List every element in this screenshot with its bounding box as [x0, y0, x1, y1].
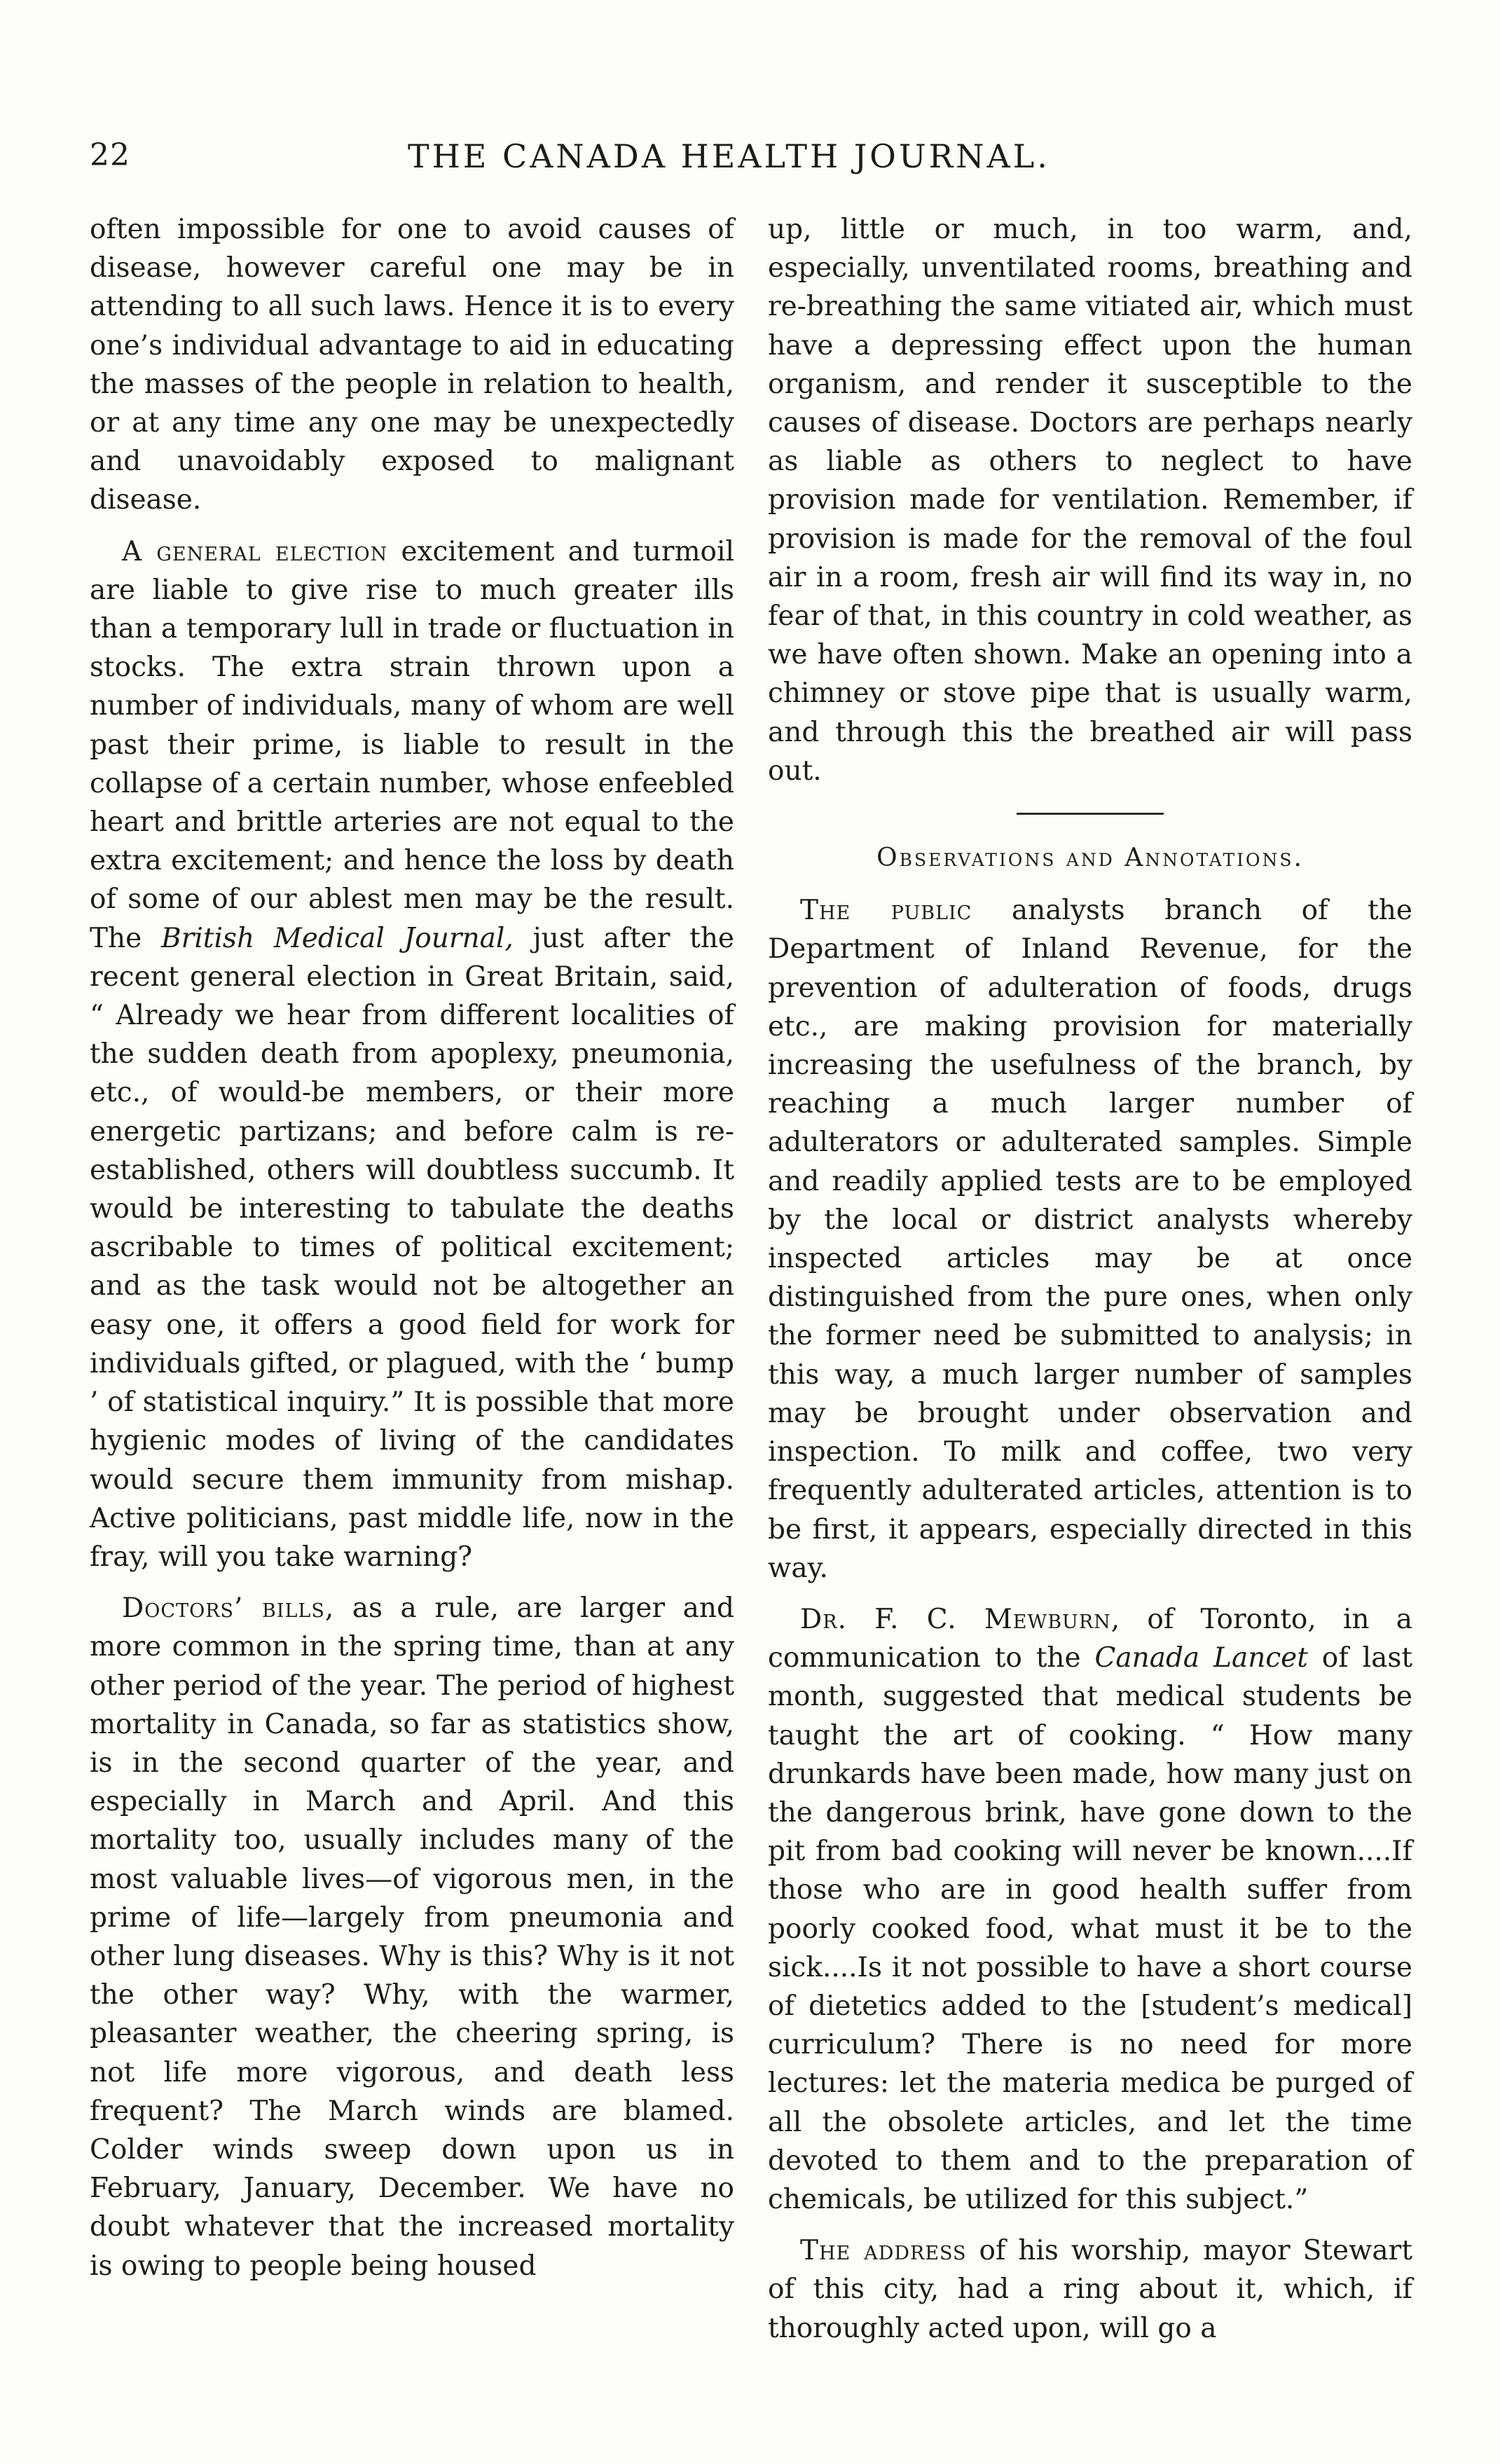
- paragraph-text: analysts branch of the Department of Inland Revenue, for the prevention of adulteration of foods, drugs etc., are making provision for materially increasing the usefulness of the branch, by reaching a much larger number of adulterators or adulterated samples. Simple and readily applied tests are to be employed by the local or district analysts whereby inspected articles may be at once distinguished from the pure ones, when only the former need be submitted to analysis; in this way, a much larger number of samples may be brought under observation and inspection. To milk and coffee, two very frequently adulterated articles, attention is to be first, it appears, especially directed in this way.: [768, 895, 1412, 1584]
- paragraph-lead: Doctors’ bills,: [122, 1592, 335, 1625]
- paragraph-text: of last month, suggested that medical students be taught the art of cooking. “ How many drunkards have been made, how many just on the dangerous brink, have gone down to the pit from bad cooking will never be known....If those who are in good health suffer from poorly cooked food, what must it be to the sick....Is it not possible to have a short course of dietetics added to the [student’s medical] curriculum? There is no need for more lectures: let the materia medica be purged of all the obsolete articles, and let the time devoted to them and to the preparation of chemicals, be utilized for this subject.”: [768, 1642, 1413, 2215]
- paragraph-dr-mewburn: [768, 1600, 1412, 2219]
- paragraph-text: of his worship, mayor Stewart of this city, had a ring about it, which, if thoroughly acted upon, will go a: [768, 2235, 1412, 2344]
- running-title: THE CANADA HEALTH JOURNAL.: [408, 137, 1050, 175]
- paragraph-text: just after the recent general election in Great Britain, said, “ Already we hear from different localities of the sudden death from apoplexy, pneumonia, etc., of would-be members, or their more energetic partizans; and before calm is re-established, others will doubtless succumb. It would be interesting to tabulate the deaths ascribable to times of political excitement; and as the task would not be altogether an easy one, it offers a good field for work for individuals gifted, or plagued, with the ‘ bump ’ of statistical inquiry.” It is possible that more hygienic modes of living of the candidates would secure them immunity from mishap. Active politicians, past middle life, now in the fray, will you take warning?: [90, 922, 735, 1573]
- paragraph-mayor-address: [768, 2231, 1412, 2348]
- paragraph-general-election: [90, 532, 734, 1576]
- page-number: 22: [90, 137, 130, 173]
- section-divider: [1017, 813, 1164, 815]
- paragraph-public-analysts: [768, 891, 1412, 1588]
- paragraph-lead: The public: [800, 895, 972, 927]
- paragraph-text: excitement and turmoil are liable to give rise to much greater ills than a temporary lull in trade or fluctuation in stocks. The extra strain thrown upon a number of individuals, many of whom are well past their prime, is liable to result in the collapse of a certain number, whose enfeebled heart and brittle arteries are not equal to the extra excitement; and hence the loss by death of some of our ablest men may be the result. The: [90, 535, 734, 954]
- paragraph-disease-causes: [90, 210, 734, 520]
- left-column: [90, 210, 734, 2285]
- right-column: [768, 210, 1412, 2348]
- page-header: [90, 137, 1090, 188]
- paragraph-text: up, little or much, in too warm, and, especially, unventilated rooms, breathing and re-breathing the same vitiated air, which must have a depressing effect upon the human organism, and render it susceptible to the causes of disease. Doctors are perhaps nearly as liable as others to neglect to have provision made for ventilation. Remember, if provision is made for the removal of the foul air in a room, fresh air will find its way in, no fear of that, in this country in cold weather, as we have often shown. Make an opening into a chimney or stove pipe that is usually warm, and through this the breathed air will pass out.: [768, 214, 1412, 787]
- paragraph-text: often impossible for one to avoid causes of disease, however careful one may be in attending to all such laws. Hence it is to every one’s individual advantage to aid in educating the masses of the people in relation to health, or at any time any one may be unexpectedly and unavoidably exposed to malignant disease.: [90, 214, 734, 516]
- italic-citation: British Medical Journal,: [161, 922, 514, 954]
- paragraph-ventilation: [768, 210, 1412, 790]
- paragraph-lead: Dr. F. C. Mewburn,: [800, 1603, 1121, 1635]
- paragraph-text: as a rule, are larger and more common in the spring time, than at any other period of the year. The period of highest mortality in Canada, so far as statistics show, is in the second quarter of the year, and especially in March and April. And this mortality too, usually includes many of the most valuable lives—of vigorous men, in the prime of life—largely from pneumonia and other lung diseases. Why is this? Why is it not the other way? Why, with the warmer, pleasanter weather, the cheering spring, is not life more vigorous, and death less frequent? The March winds are blamed. Colder winds sweep down upon us in February, January, December. We have no doubt whatever that the increased mortality is owing to people being housed: [90, 1592, 734, 2282]
- paragraph-doctors-bills: [90, 1589, 734, 2285]
- section-heading: Observations and Annotations.: [876, 844, 1304, 873]
- paragraph-lead: The address: [800, 2235, 967, 2267]
- paragraph-text: of Toronto, in a communication to the: [768, 1603, 1412, 1674]
- italic-citation: Canada Lancet: [1094, 1642, 1308, 1674]
- paragraph-lead: A general election: [122, 535, 388, 567]
